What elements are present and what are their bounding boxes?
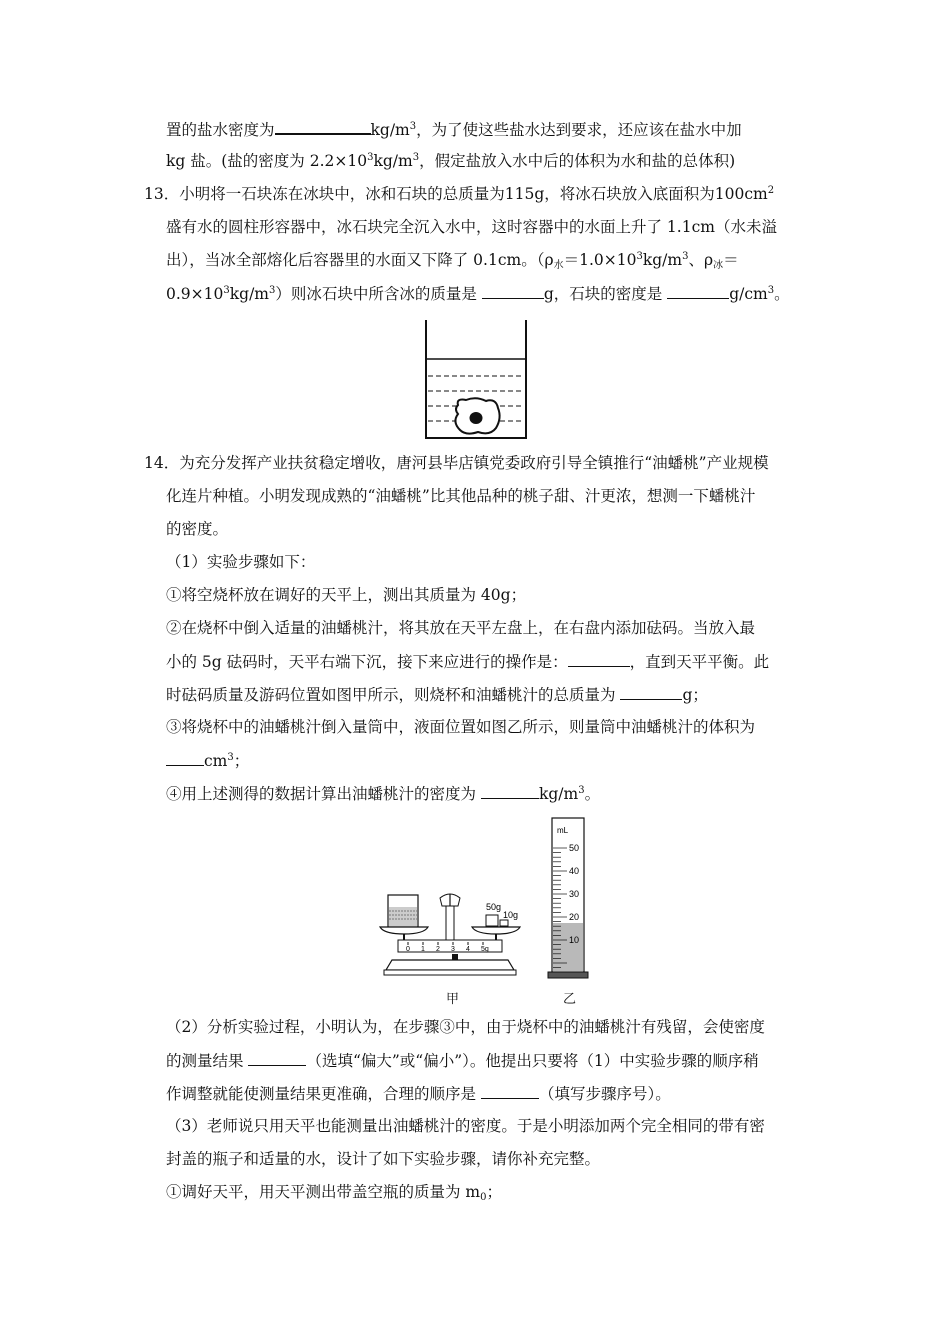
q14-line3: 的密度。	[166, 520, 229, 538]
figure-jia-caption: 甲	[446, 992, 460, 1007]
tick-label-30: 30	[569, 889, 580, 899]
q12-line1: 置的盐水密度为 $kg/m^3$，为了使这些盐水达到要求，还应该在盐水中加	[166, 118, 742, 140]
weight-10g-label: 10g	[503, 910, 519, 920]
q13-line4: $0.9\times 10^3kg/m^3$）则冰石块中所含冰的质量是 g，石块的密度是 $g/cm^3$。	[166, 285, 790, 303]
weight-50g	[486, 915, 498, 926]
balance-figure	[378, 882, 522, 982]
scale-label-1: 1	[421, 946, 425, 953]
tick-label-40: 40	[569, 866, 580, 876]
weight-10g	[500, 920, 508, 926]
total-mass-blank[interactable]	[620, 684, 682, 700]
step3-line1: ③将烧杯中的油蟠桃汁倒入量筒中，液面位置如图乙所示，则量筒中油蟠桃汁的体积为	[166, 718, 756, 736]
container-figure	[420, 318, 532, 442]
rider	[452, 954, 458, 960]
answer-blank[interactable]	[275, 118, 371, 135]
stone-density-blank[interactable]	[667, 283, 729, 299]
right-pan	[472, 927, 520, 934]
step4: ④用上述测得的数据计算出油蟠桃汁的密度为 $kg/m^3$。	[166, 785, 601, 803]
tick-label-10: 10	[569, 935, 580, 945]
juice-density-blank[interactable]	[481, 783, 539, 799]
q14-line2: 化连片种植。小明发现成熟的“油蟠桃”比其他品种的桃子甜、汁更浓，想测一下蟠桃汁	[166, 487, 756, 505]
step2-line2: 小的 5g 砝码时，天平右端下沉，接下来应进行的操作是： ，直到天平平衡。此	[166, 653, 770, 671]
unit-label: mL	[557, 826, 569, 835]
q12-line2: kg 盐。(盐的密度为 $2.2\times 10^3kg/m^3$，假定盐放入水中后的体积为水和盐的总体积)	[166, 152, 736, 170]
juice-in-cylinder	[553, 923, 583, 971]
base-plate	[384, 970, 516, 975]
tick-label-50: 50	[569, 843, 580, 853]
part2-line3: 作调整就能使测量结果更准确，合理的顺序是 （填写步骤序号）。	[166, 1085, 671, 1103]
cylinder-base	[548, 972, 588, 978]
step1: ①将空烧杯放在调好的天平上，测出其质量为 40g；	[166, 586, 527, 604]
part2-line2: 的测量结果 （选填“偏大”或“偏小”）。他提出只要将（1）中实验步骤的顺序稍	[166, 1052, 759, 1070]
part3-step1: ①调好天平，用天平测出带盖空瓶的质量为 $m_0$；	[166, 1183, 503, 1203]
cylinder-figure	[546, 816, 596, 982]
scale-label-3: 3	[451, 946, 455, 953]
figure-yi-caption: 乙	[563, 992, 577, 1007]
scale-label-5: 5g	[481, 946, 489, 953]
part2-line1: （2）分析实验过程，小明认为，在步骤③中，由于烧杯中的油蟠桃汁有残留，会使密度	[166, 1018, 765, 1036]
q13-line2: 盛有水的圆柱形容器中，冰石块完全沉入水中，这时容器中的水面上升了 1.1cm（水未溢	[166, 218, 777, 236]
base	[386, 960, 514, 970]
weight-50g-label: 50g	[486, 902, 502, 912]
scale-label-2: 2	[436, 946, 440, 953]
part1-title: （1）实验步骤如下：	[166, 553, 316, 571]
q13-line3: 出），当冰全部熔化后容器里的水面又下降了 0.1cm。（$\rho_水=1.0\times 10^3kg/m^3$、$\rho_冰=$	[166, 251, 739, 271]
ice-mass-blank[interactable]	[482, 283, 544, 299]
tick-label-20: 20	[569, 912, 580, 922]
error-blank[interactable]	[248, 1050, 306, 1066]
operation-blank[interactable]	[568, 651, 630, 667]
step2-line3: 时砝码质量及游码位置如图甲所示，则烧杯和油蟠桃汁的总质量为 g；	[166, 686, 708, 704]
part3-line2: 封盖的瓶子和适量的水，设计了如下实验步骤，请你补充完整。	[166, 1150, 601, 1168]
scale-label-4: 4	[466, 946, 470, 953]
step2-line1: ②在烧杯中倒入适量的油蟠桃汁，将其放在天平左盘上，在右盘内添加砝码。当放入最	[166, 619, 756, 637]
q14-line1: 14．为充分发挥产业扶贫稳定增收，唐河县毕店镇党委政府引导全镇推行“油蟠桃”产业规模	[144, 454, 769, 472]
scale-label-0: 0	[406, 946, 410, 953]
order-blank[interactable]	[481, 1083, 539, 1099]
step3-line2: $cm^3$；	[166, 750, 249, 771]
stone	[470, 412, 483, 424]
volume-blank[interactable]	[166, 750, 204, 766]
q13-line1: 13．小明将一石块冻在冰块中，冰和石块的总质量为115g，将冰石块放入底面积为$100cm^2$	[144, 185, 775, 203]
juice-in-beaker	[389, 907, 417, 926]
left-pan	[380, 927, 428, 934]
part3-line1: （3）老师说只用天平也能测量出油蟠桃汁的密度。于是小明添加两个完全相同的带有密	[166, 1117, 765, 1135]
